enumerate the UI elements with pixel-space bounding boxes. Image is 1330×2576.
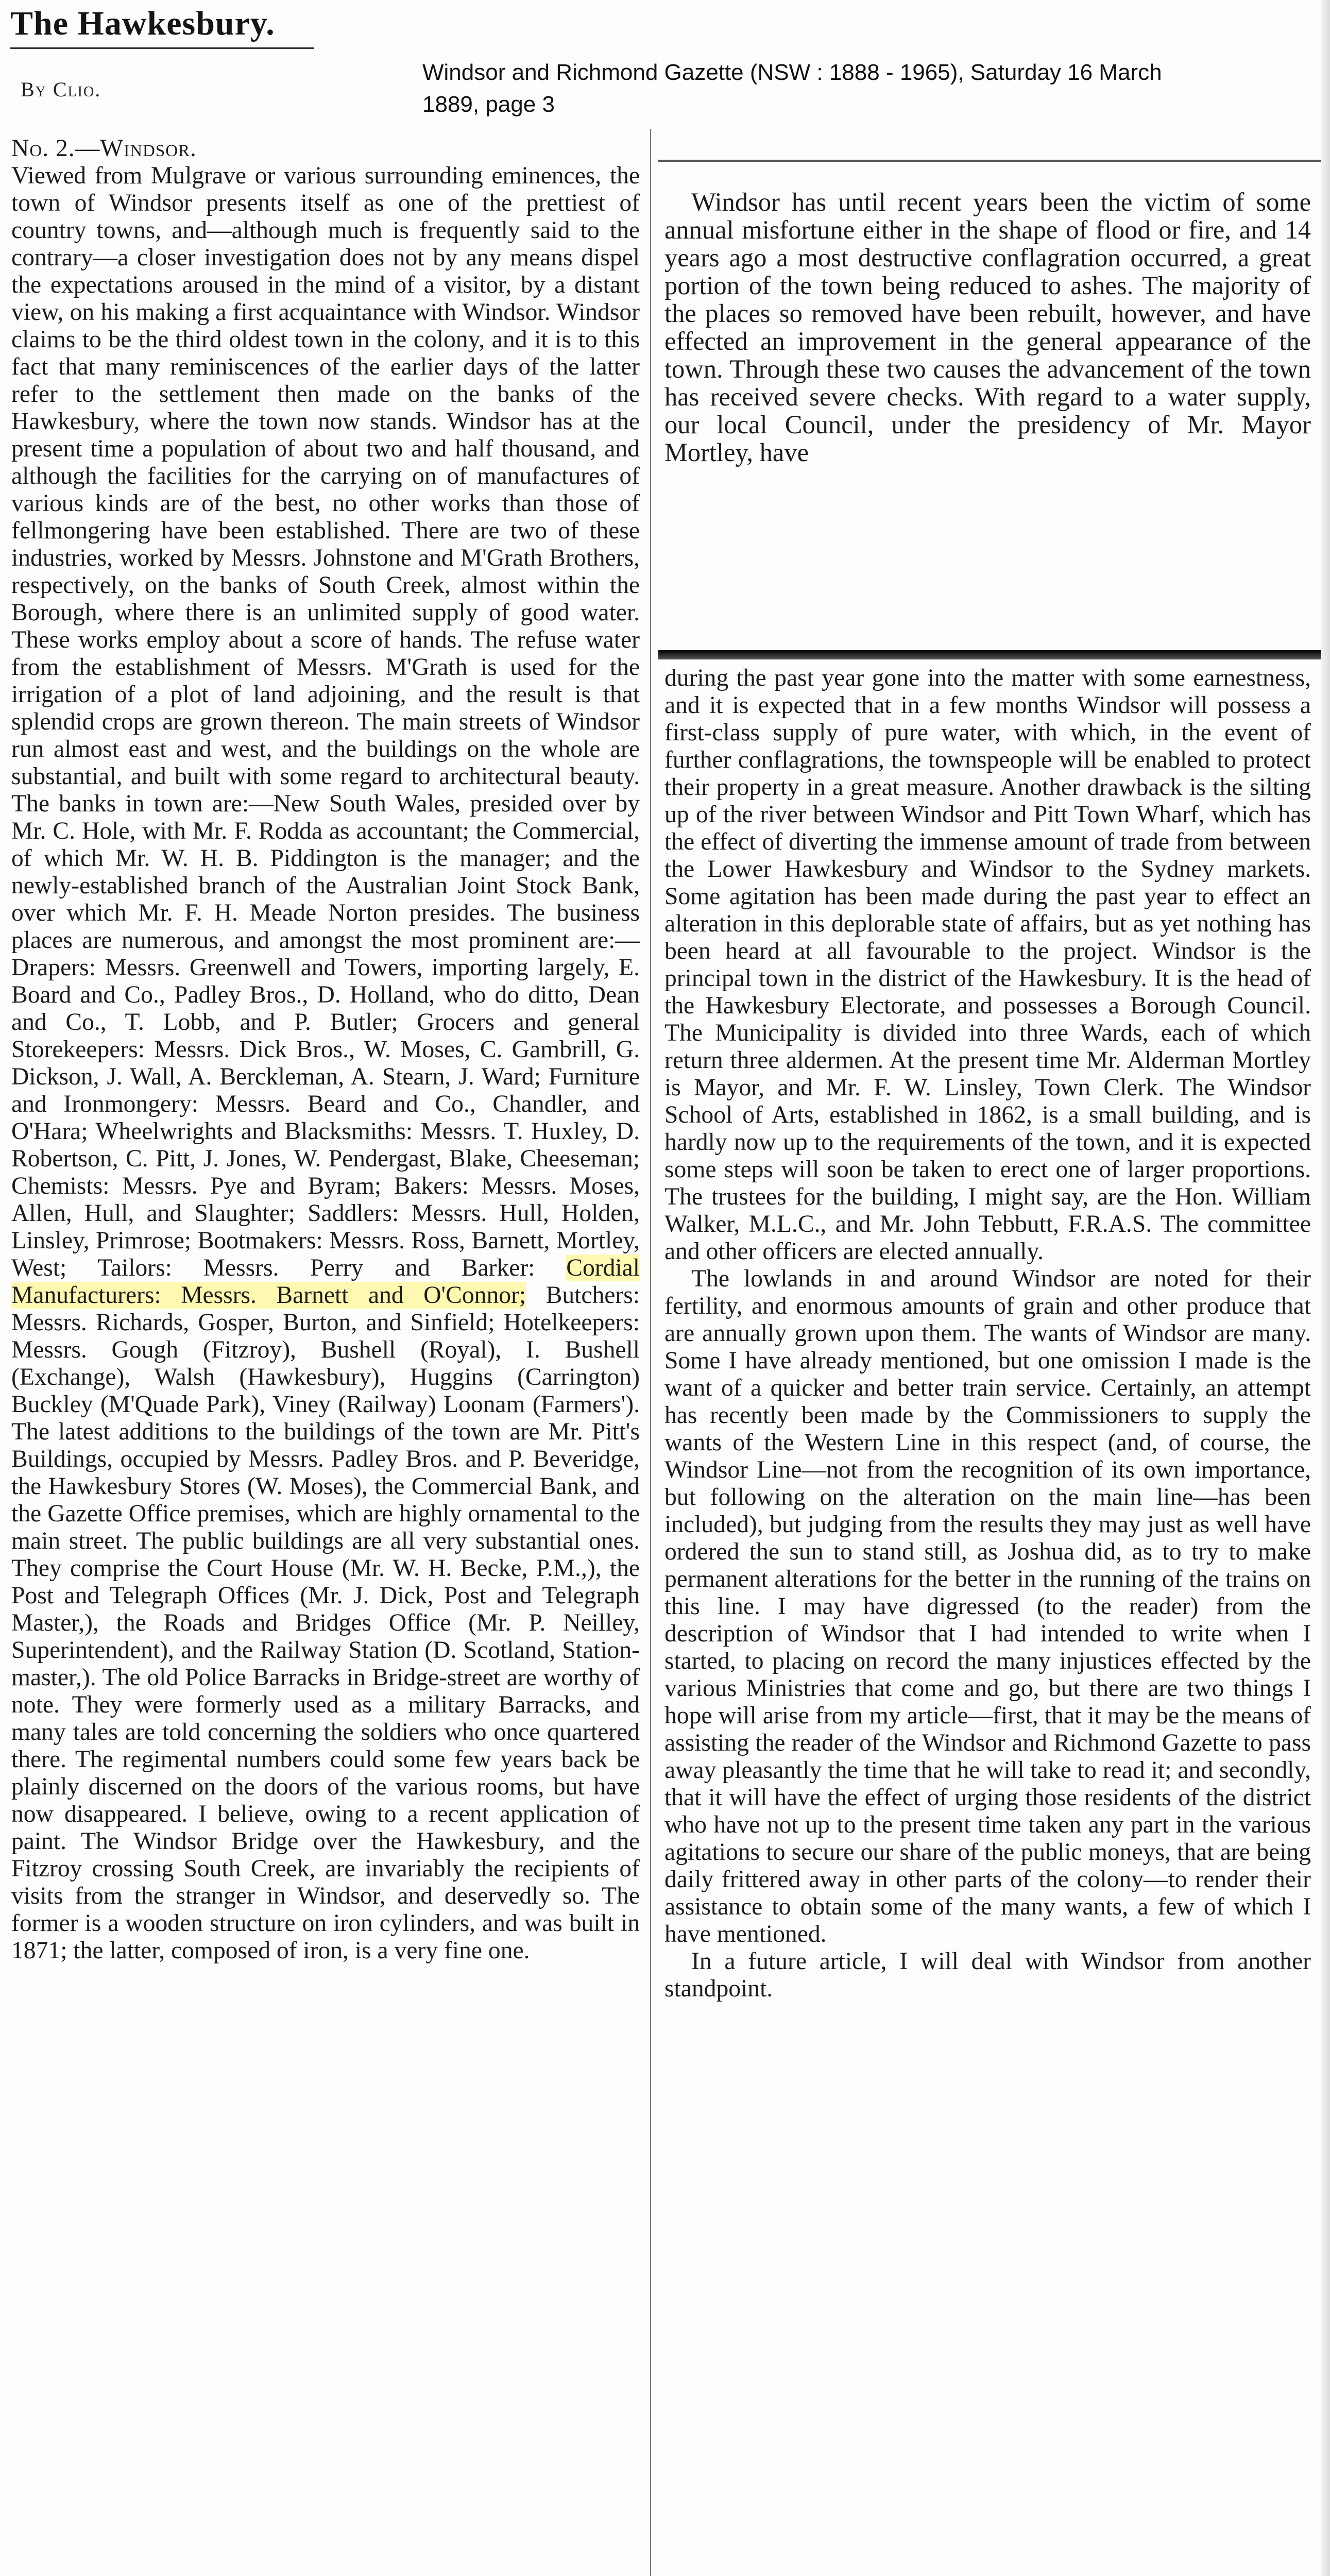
byline: By Clio.	[21, 78, 101, 101]
clipping-edge	[658, 160, 1323, 162]
source-citation: Windsor and Richmond Gazette (NSW : 1888 - 1965), Saturday 16 March 1889, page 3	[422, 60, 1162, 117]
paragraph: In a future article, I will deal with Windsor from another standpoint.	[664, 1948, 1311, 2002]
title-rule	[10, 47, 314, 49]
paragraph: The lowlands in and around Windsor are noted for their fertility, and enormous amounts of grain and other produce that are annually grown upon them. The wants of Windsor are many. Some I have already mentioned, but one omission I made is the want of a quicker and better train service. Certainly, an attempt has recently been made by the Commissioners to supply the wants of the Western Line in this respect (and, of course, the Windsor Line—not from the recognition of its own importance, but following on the alteration on the main line—has been included), but judging from the results they may just as well have ordered the sun to stand still, as Joshua did, as to try to make permanent alterations for the better in the running of the trains on this line. I may have digressed (to the reader) from the description of Windsor that I had intended to write when I started, to placing on record the many injustices effected by the various Ministries that come and go, but there are two things I hope will arise from my article—first, that it may be the means of assisting the reader of the Windsor and Richmond Gazette to pass away pleasantly the time that he will take to read it; and secondly, that it will have the effect of urging those residents of the district who have not up to the present time taken any part in the various agitations to secure our share of the public moneys, that are being daily frittered away in other parts of the colony—to render their assistance to obtain some of the many wants, a few of which I have mentioned.	[664, 1265, 1311, 1947]
paragraph-text: Butchers: Messrs. Richards, Gosper, Burton, and Sinfield; Hotelkeepers: Messrs. Gough (Fitzroy), Bushell (Royal), I. Bushell (Exchange), Walsh (Hawkesbury), Huggins (Carrington) Buckley (M'Quade Park), Viney (Railway) Loonam (Farmers'). The latest additions to the buildings of the town are Mr. Pitt's Buildings, occupied by Messrs. Padley Bros. and P. Beveridge, the Hawkesbury Stores (W. Moses), the Commercial Bank, and the Gazette Office premises, which are highly ornamental to the main street. The public buildings are all very substantial ones. They comprise the Court House (Mr. W. H. Becke, P.M.,), the Post and Telegraph Offices (Mr. J. Dick, Post and Telegraph Master,), the Roads and Bridges Office (Mr. P. Neilley, Superintendent), and the Railway Station (D. Scotland, Station-master,). The old Police Barracks in Bridge-street are worthy of note. They were formerly used as a military Barracks, and many tales are told concerning the soldiers who once quartered there. The regimental numbers could some few years back be plainly discerned on the doors of the various rooms, but have now disappeared. I believe, owing to a recent application of paint. The Windsor Bridge over the Hawkesbury, and the Fitzroy crossing South Creek, are invariably the recipients of visits from the stranger in Windsor, and deservedly so. The former is a wooden structure on iron cylinders, and was built in 1871; the latter, composed of iron, is a very fine one.	[11, 1282, 640, 1964]
paragraph	[11, 135, 640, 1964]
paragraph: during the past year gone into the matter with some earnestness, and it is expected that in a few months Windsor will possess a first-class supply of pure water, with which, in the event of further conflagrations, the townspeople will be enabled to protect their property in a great measure. Another drawback is the silting up of the river between Windsor and Pitt Town Wharf, which has the effect of diverting the immense amount of trade from between the Lower Hawkesbury and Windsor to the Sydney markets. Some agitation has been made during the past year to effect an alteration in this deplorable state of affairs, but as yet nothing has been heard at all favourable to the project. Windsor is the principal town in the district of the Hawkesbury. It is the head of the Hawkesbury Electorate, and possesses a Borough Council. The Municipality is divided into three Wards, each of which return three aldermen. At the present time Mr. Alderman Mortley is Mayor, and Mr. F. W. Linsley, Town Clerk. The Windsor School of Arts, established in 1862, is a small building, and is hardly now up to the requirements of the town, and it is expected some steps will soon be taken to erect one of larger proportions. The trustees for the building, I might say, are the Hon. William Walker, M.L.C., and Mr. John Tebbutt, F.R.A.S. The committee and other officers are elected annually.	[664, 665, 1311, 1265]
clipping-shadow	[658, 650, 1323, 659]
right-column	[664, 665, 1311, 2003]
left-column	[11, 135, 640, 1964]
paragraph: Windsor has until recent years been the victim of some annual misfortune either in the shape of flood or fire, and 14 years ago a most destructive conflagration occurred, a great portion of the town being reduced to ashes. The majority of the places so removed have been rebuilt, however, and have effected an improvement in the general appearance of the town. Through these two causes the advancement of the town has received severe checks. With regard to a water supply, our local Council, under the presidency of Mr. Mayor Mortley, have	[664, 188, 1311, 467]
highlighted-search-term: Cordial Manufacturers: Messrs. Barnett and O'Connor;	[11, 1255, 640, 1309]
section-heading: No. 2.—Windsor.	[11, 135, 197, 162]
article-title: The Hawkesbury.	[10, 5, 275, 42]
right-column-upper	[664, 188, 1311, 466]
column-divider	[650, 129, 651, 2576]
paragraph-text: Viewed from Mulgrave or various surrounding eminences, the town of Windsor presents itself as one of the prettiest of country towns, and—although much is frequently said to the contrary—a closer investigation does not by any means dispel the expectations aroused in the mind of a visitor, by a distant view, on his making a first acquaintance with Windsor. Windsor claims to be the third oldest town in the colony, and it is to this fact that many reminiscences of the earlier days of the latter refer to the settlement then made on the banks of the Hawkesbury, where the town now stands. Windsor has at the present time a population of about two and half thousand, and although the facilities for the carrying on of manufactures of various kinds are of the best, no other works than those of fellmongering have been established. There are two of these industries, worked by Messrs. Johnstone and M'Grath Brothers, respectively, on the banks of South Creek, almost within the Borough, where there is an unlimited supply of good water. These works employ about a score of hands. The refuse water from the establishment of Messrs. M'Grath is used for the irrigation of a plot of land adjoining, and the result is that splendid crops are grown thereon. The main streets of Windsor run almost east and west, and the buildings on the whole are substantial, and built with some regard to architectural beauty. The banks in town are:—New South Wales, presided over by Mr. C. Hole, with Mr. F. Rodda as accountant; the Commercial, of which Mr. W. H. B. Piddington is the manager; and the newly-established branch of the Australian Joint Stock Bank, over which Mr. F. H. Meade Norton presides. The business places are numerous, and amongst the most prominent are:—Drapers: Messrs. Greenwell and Towers, importing largely, E. Board and Co., Padley Bros., D. Holland, who do ditto, Dean and Co., T. Lobb, and P. Butler; Grocers and general Storekeepers: Messrs. Dick Bros., W. Moses, C. Gambrill, G. Dickson, J. Wall, A. Berckleman, A. Stearn, J. Ward; Furniture and Ironmongery: Messrs. Beard and Co., Chandler, and O'Hara; Wheelwrights and Blacksmiths: Messrs. T. Huxley, D. Robertson, C. Pitt, J. Jones, W. Pendergast, Blake, Cheeseman; Chemists: Messrs. Pye and Byram; Bakers: Messrs. Moses, Allen, Hull, and Slaughter; Saddlers: Messrs. Hull, Holden, Linsley, Primrose; Bootmakers: Messrs. Ross, Barnett, Mortley, West; Tailors: Messrs. Perry and Barker:	[11, 162, 640, 1281]
paper-edge	[1321, 0, 1330, 2576]
